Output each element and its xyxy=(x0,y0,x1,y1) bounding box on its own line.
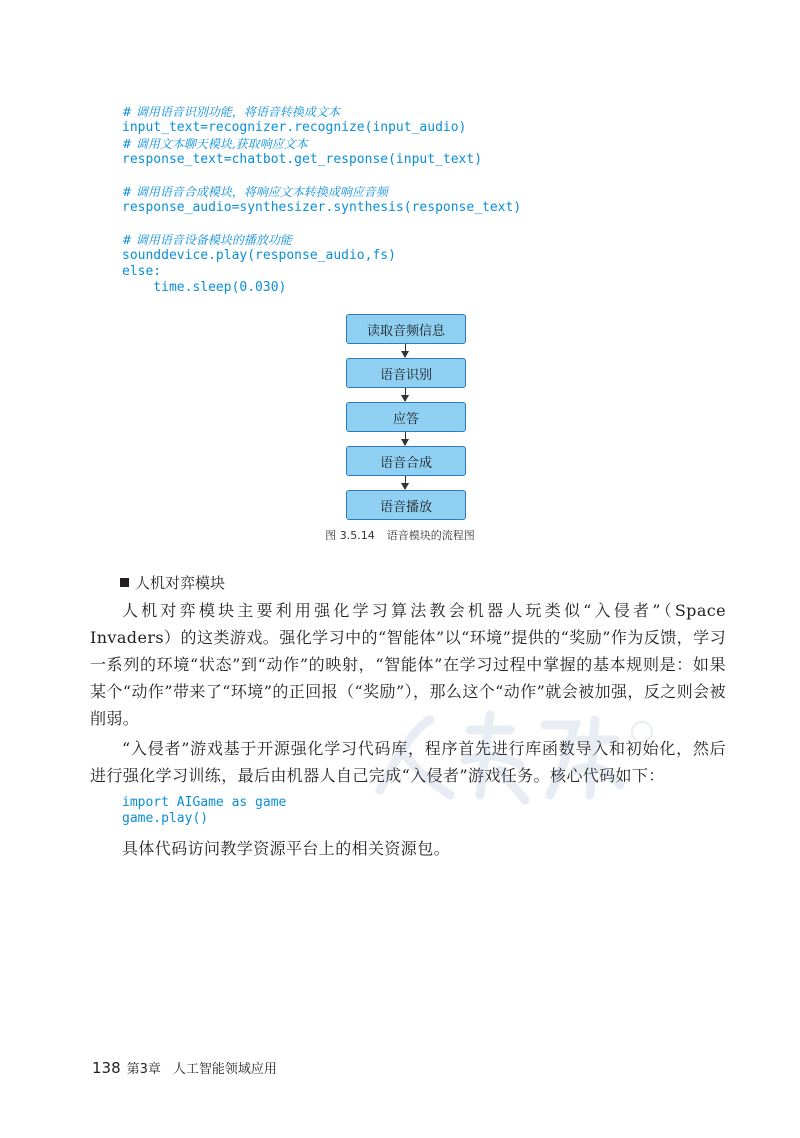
code-blank-line xyxy=(122,216,521,232)
page-footer xyxy=(92,1058,277,1077)
figure-title: 语音模块的流程图 xyxy=(386,529,475,542)
code-line: game.play() xyxy=(122,811,209,826)
code-comment: # 调用语音设备模块的播放功能 xyxy=(122,233,292,247)
chapter-label: 第3章 xyxy=(126,1062,161,1077)
code-comment: # 调用文本聊天模块,获取响应文本 xyxy=(122,137,308,151)
flowchart-step: 读取音频信息 xyxy=(346,314,466,344)
code-line: import AIGame as game xyxy=(122,795,287,810)
code-comment: # 调用语音合成模块，将响应文本转换成响应音频 xyxy=(122,185,388,199)
square-bullet-icon xyxy=(120,578,129,587)
code-blank-line xyxy=(122,168,521,184)
body-paragraph-2: “入侵者”游戏基于开源强化学习代码库，程序首先进行库函数导入和初始化，然后进行强化学习训练，最后由机器人自己完成“入侵者”游戏任务。核心代码如下： xyxy=(90,739,726,785)
flowchart-arrow xyxy=(405,476,406,489)
body-paragraph-3: 具体代码访问教学资源平台上的相关资源包。 xyxy=(122,839,451,858)
code-line: response_text=chatbot.get_response(input_text) xyxy=(122,152,483,167)
code-line: response_audio=synthesizer.synthesis(response_text) xyxy=(122,200,522,215)
body-paragraph-1: 人机对弈模块主要利用强化学习算法教会机器人玩类似“入侵者”（Space Invaders）的这类游戏。强化学习中的“智能体”以“环境”提供的“奖励”作为反馈，学习一系列的环境“状态”到“动作”的映射，“智能体”在学习过程中掌握的基本规则是：如果某个“动作”带来了“环境”的正回报（“奖励”），那么这个“动作”就会被加强，反之则会被削弱。 xyxy=(90,601,726,728)
flowchart-arrow xyxy=(405,344,406,357)
code-line: time.sleep(0.030) xyxy=(122,280,287,295)
flowchart-arrow xyxy=(405,388,406,401)
code-listing-game xyxy=(122,795,286,827)
section-title: 人机对弈模块 xyxy=(135,574,226,592)
flowchart-step: 语音识别 xyxy=(346,358,466,388)
figure-caption xyxy=(0,527,800,543)
code-listing-voice xyxy=(122,104,521,296)
figure-number: 图 3.5.14 xyxy=(325,529,375,542)
code-line: else: xyxy=(122,264,162,279)
section-heading xyxy=(120,572,225,593)
chapter-title: 人工智能领域应用 xyxy=(172,1062,277,1077)
watermark-logo xyxy=(360,700,660,810)
code-line: input_text=recognizer.recognize(input_audio) xyxy=(122,120,467,135)
code-comment: # 调用语音识别功能，将语音转换成文本 xyxy=(122,105,340,119)
flowchart-step: 语音播放 xyxy=(346,490,466,520)
flowchart-arrow xyxy=(405,432,406,445)
flowchart-step: 应答 xyxy=(346,402,466,432)
code-line: sounddevice.play(response_audio,fs) xyxy=(122,248,396,263)
flowchart-step: 语音合成 xyxy=(346,446,466,476)
page-number: 138 xyxy=(92,1059,121,1077)
